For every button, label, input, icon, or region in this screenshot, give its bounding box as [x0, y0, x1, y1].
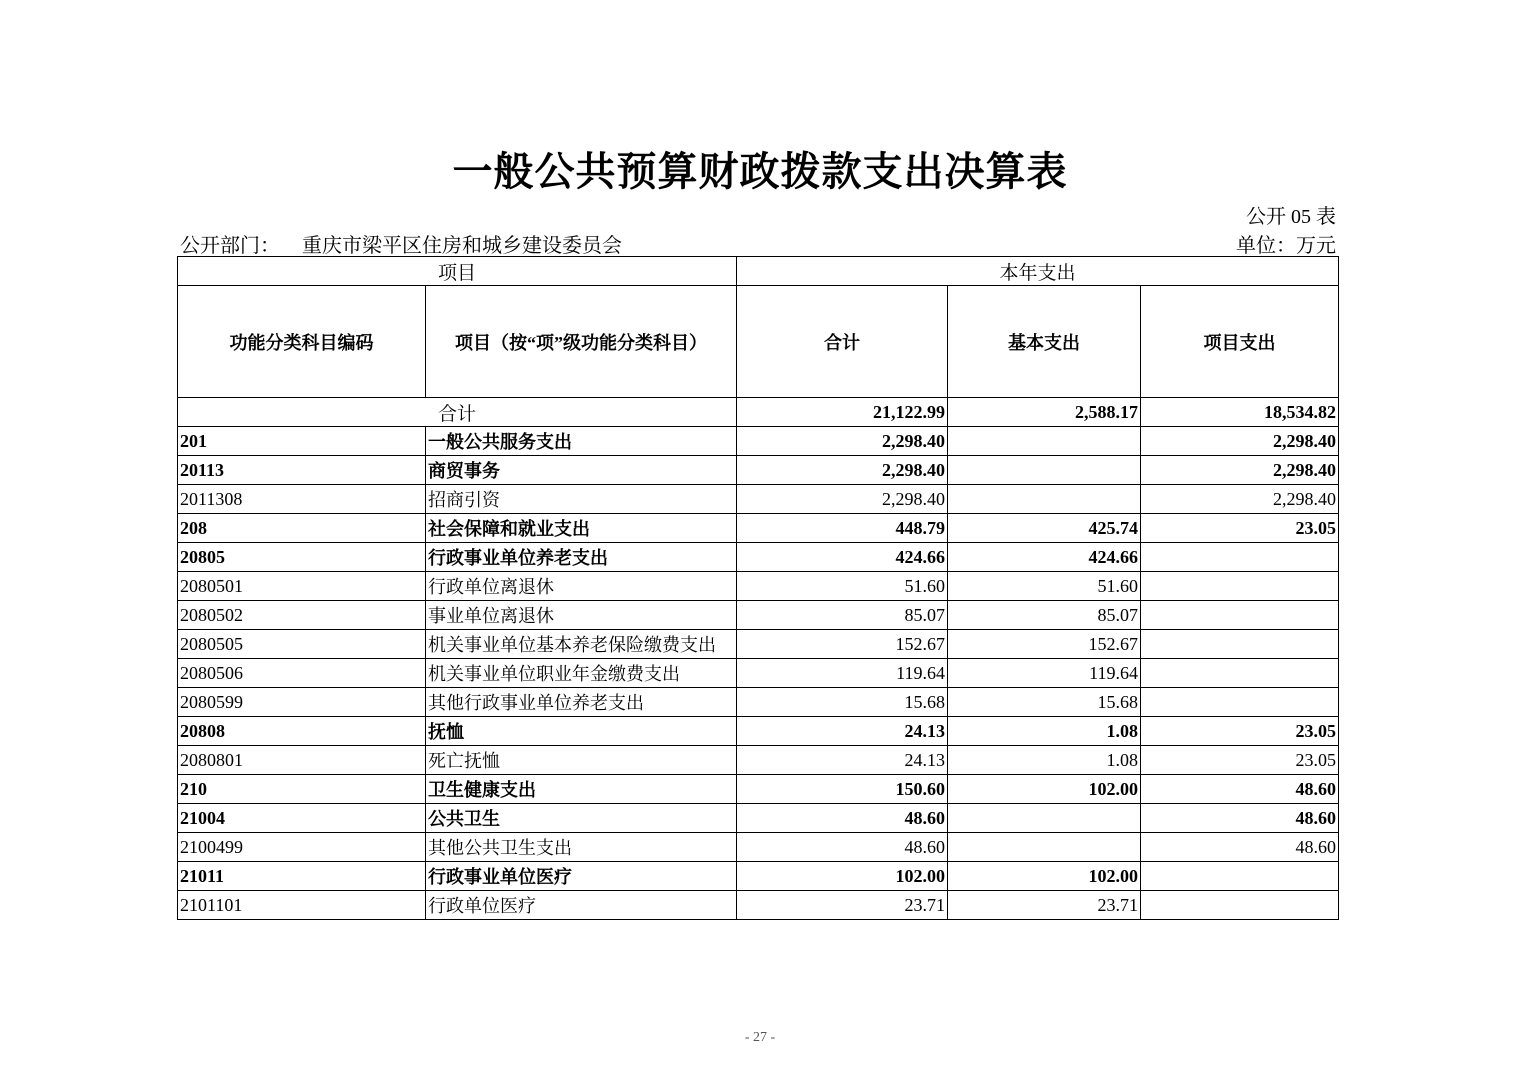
row-name: 行政单位医疗 — [426, 891, 737, 920]
row-project: 23.05 — [1141, 717, 1339, 746]
row-project: 2,298.40 — [1141, 485, 1339, 514]
row-basic: 424.66 — [948, 543, 1141, 572]
row-name: 机关事业单位基本养老保险缴费支出 — [426, 630, 737, 659]
row-code: 2100499 — [178, 833, 426, 862]
row-total: 102.00 — [737, 862, 948, 891]
total-label: 合计 — [178, 398, 737, 427]
table-row — [178, 543, 1339, 572]
row-project — [1141, 601, 1339, 630]
row-code: 20805 — [178, 543, 426, 572]
row-code: 2080599 — [178, 688, 426, 717]
row-basic: 1.08 — [948, 746, 1141, 775]
row-code: 2080506 — [178, 659, 426, 688]
table-row — [178, 775, 1339, 804]
row-name: 社会保障和就业支出 — [426, 514, 737, 543]
table-row — [178, 572, 1339, 601]
table-row — [178, 688, 1339, 717]
row-project — [1141, 862, 1339, 891]
row-total: 2,298.40 — [737, 427, 948, 456]
table-row — [178, 717, 1339, 746]
row-basic: 51.60 — [948, 572, 1141, 601]
header-basic: 基本支出 — [948, 286, 1141, 398]
row-basic: 119.64 — [948, 659, 1141, 688]
row-basic — [948, 456, 1141, 485]
row-basic: 1.08 — [948, 717, 1141, 746]
row-total: 24.13 — [737, 717, 948, 746]
row-name: 其他公共卫生支出 — [426, 833, 737, 862]
table-row — [178, 456, 1339, 485]
table-row — [178, 427, 1339, 456]
row-name: 其他行政事业单位养老支出 — [426, 688, 737, 717]
row-code: 2080505 — [178, 630, 426, 659]
header-project: 项目 — [178, 257, 737, 286]
department-label: 公开部门： — [180, 235, 280, 257]
row-total: 2,298.40 — [737, 485, 948, 514]
total-basic: 2,588.17 — [948, 398, 1141, 427]
row-basic — [948, 804, 1141, 833]
row-project: 48.60 — [1141, 775, 1339, 804]
row-total: 424.66 — [737, 543, 948, 572]
row-name: 卫生健康支出 — [426, 775, 737, 804]
row-code: 21004 — [178, 804, 426, 833]
table-row — [178, 746, 1339, 775]
header-item: 项目（按“项”级功能分类科目） — [426, 286, 737, 398]
row-total: 48.60 — [737, 833, 948, 862]
row-code: 21011 — [178, 862, 426, 891]
table-row — [178, 601, 1339, 630]
row-name: 公共卫生 — [426, 804, 737, 833]
row-total: 85.07 — [737, 601, 948, 630]
row-project: 23.05 — [1141, 514, 1339, 543]
row-basic — [948, 427, 1141, 456]
row-basic: 85.07 — [948, 601, 1141, 630]
table-body — [178, 398, 1339, 920]
row-total: 15.68 — [737, 688, 948, 717]
row-project: 2,298.40 — [1141, 456, 1339, 485]
row-total: 24.13 — [737, 746, 948, 775]
table-row — [178, 485, 1339, 514]
row-code: 2101101 — [178, 891, 426, 920]
row-code: 2080502 — [178, 601, 426, 630]
row-code: 201 — [178, 427, 426, 456]
row-project: 23.05 — [1141, 746, 1339, 775]
row-project — [1141, 659, 1339, 688]
row-code: 208 — [178, 514, 426, 543]
table-row — [178, 833, 1339, 862]
row-basic — [948, 833, 1141, 862]
row-total: 23.71 — [737, 891, 948, 920]
page-title: 一般公共预算财政拨款支出决算表 — [452, 149, 1068, 194]
department-line — [180, 229, 622, 258]
budget-table — [177, 256, 1339, 920]
table-row — [178, 804, 1339, 833]
row-project — [1141, 688, 1339, 717]
row-basic: 23.71 — [948, 891, 1141, 920]
row-code: 2080501 — [178, 572, 426, 601]
row-name: 一般公共服务支出 — [426, 427, 737, 456]
row-code: 20113 — [178, 456, 426, 485]
row-name: 行政事业单位养老支出 — [426, 543, 737, 572]
department-name: 重庆市梁平区住房和城乡建设委员会 — [302, 235, 622, 257]
row-code: 2011308 — [178, 485, 426, 514]
row-project — [1141, 572, 1339, 601]
row-basic: 102.00 — [948, 862, 1141, 891]
row-basic: 102.00 — [948, 775, 1141, 804]
row-name: 行政单位离退休 — [426, 572, 737, 601]
row-code: 2080801 — [178, 746, 426, 775]
header-total: 合计 — [737, 286, 948, 398]
row-total: 2,298.40 — [737, 456, 948, 485]
row-name: 招商引资 — [426, 485, 737, 514]
row-project: 48.60 — [1141, 804, 1339, 833]
row-name: 死亡抚恤 — [426, 746, 737, 775]
row-code: 20808 — [178, 717, 426, 746]
row-name: 事业单位离退休 — [426, 601, 737, 630]
row-basic — [948, 485, 1141, 514]
header-code: 功能分类科目编码 — [178, 286, 426, 398]
table-row — [178, 630, 1339, 659]
header-current-year: 本年支出 — [737, 257, 1339, 286]
row-project: 48.60 — [1141, 833, 1339, 862]
total-sum: 21,122.99 — [737, 398, 948, 427]
row-name: 商贸事务 — [426, 456, 737, 485]
table-row — [178, 862, 1339, 891]
row-project — [1141, 630, 1339, 659]
row-project — [1141, 891, 1339, 920]
row-basic: 425.74 — [948, 514, 1141, 543]
total-project: 18,534.82 — [1141, 398, 1339, 427]
row-project: 2,298.40 — [1141, 427, 1339, 456]
row-basic: 152.67 — [948, 630, 1141, 659]
row-name: 行政事业单位医疗 — [426, 862, 737, 891]
row-name: 抚恤 — [426, 717, 737, 746]
page-number: - 27 - — [744, 1030, 776, 1045]
row-total: 48.60 — [737, 804, 948, 833]
table-row — [178, 891, 1339, 920]
row-code: 210 — [178, 775, 426, 804]
table-row — [178, 514, 1339, 543]
unit-label: 单位：万元 — [1236, 235, 1336, 257]
row-total: 152.67 — [737, 630, 948, 659]
row-basic: 15.68 — [948, 688, 1141, 717]
row-project — [1141, 543, 1339, 572]
row-total: 51.60 — [737, 572, 948, 601]
total-row — [178, 398, 1339, 427]
row-total: 119.64 — [737, 659, 948, 688]
table-number: 公开 05 表 — [1246, 206, 1336, 228]
table-row — [178, 659, 1339, 688]
header-project-expense: 项目支出 — [1141, 286, 1339, 398]
row-total: 150.60 — [737, 775, 948, 804]
row-name: 机关事业单位职业年金缴费支出 — [426, 659, 737, 688]
row-total: 448.79 — [737, 514, 948, 543]
